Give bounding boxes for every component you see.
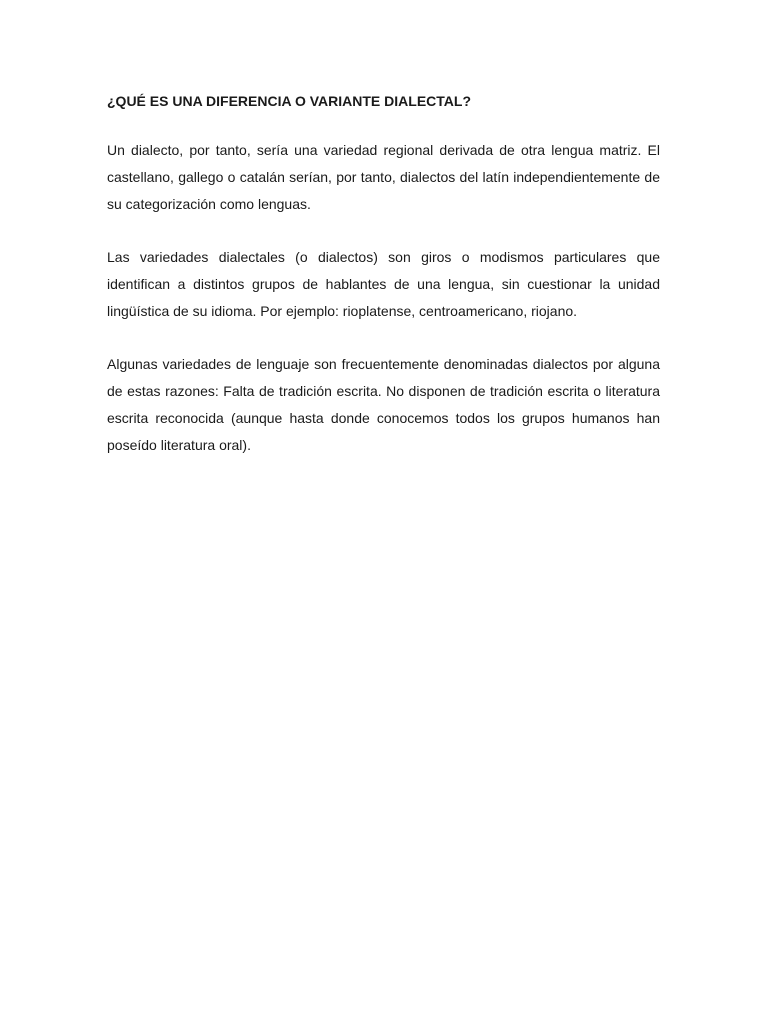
- document-body: [107, 88, 660, 485]
- paragraph-dialect-definition: Un dialecto, por tanto, sería una variedad regional derivada de otra lengua matriz. El castellano, gallego o catalán serían, por tanto, dialectos del latín independientemente de su categorización como lenguas.: [107, 142, 660, 212]
- paragraph-dialectal-varieties: Las variedades dialectales (o dialectos) son giros o modismos particulares que identifican a distintos grupos de hablantes de una lengua, sin cuestionar la unidad lingüística de su idioma. Por ejemplo: rioplatense, centroamericano, riojano.: [107, 249, 660, 319]
- paragraph-reasons: Algunas variedades de lenguaje son frecuentemente denominadas dialectos por alguna de estas razones: Falta de tradición escrita. No disponen de tradición escrita o literatura escrita reconocida (aunque hasta donde conocemos todos los grupos humanos han poseído literatura oral).: [107, 356, 660, 453]
- page-title: ¿QUÉ ES UNA DIFERENCIA O VARIANTE DIALECTAL?: [107, 93, 471, 109]
